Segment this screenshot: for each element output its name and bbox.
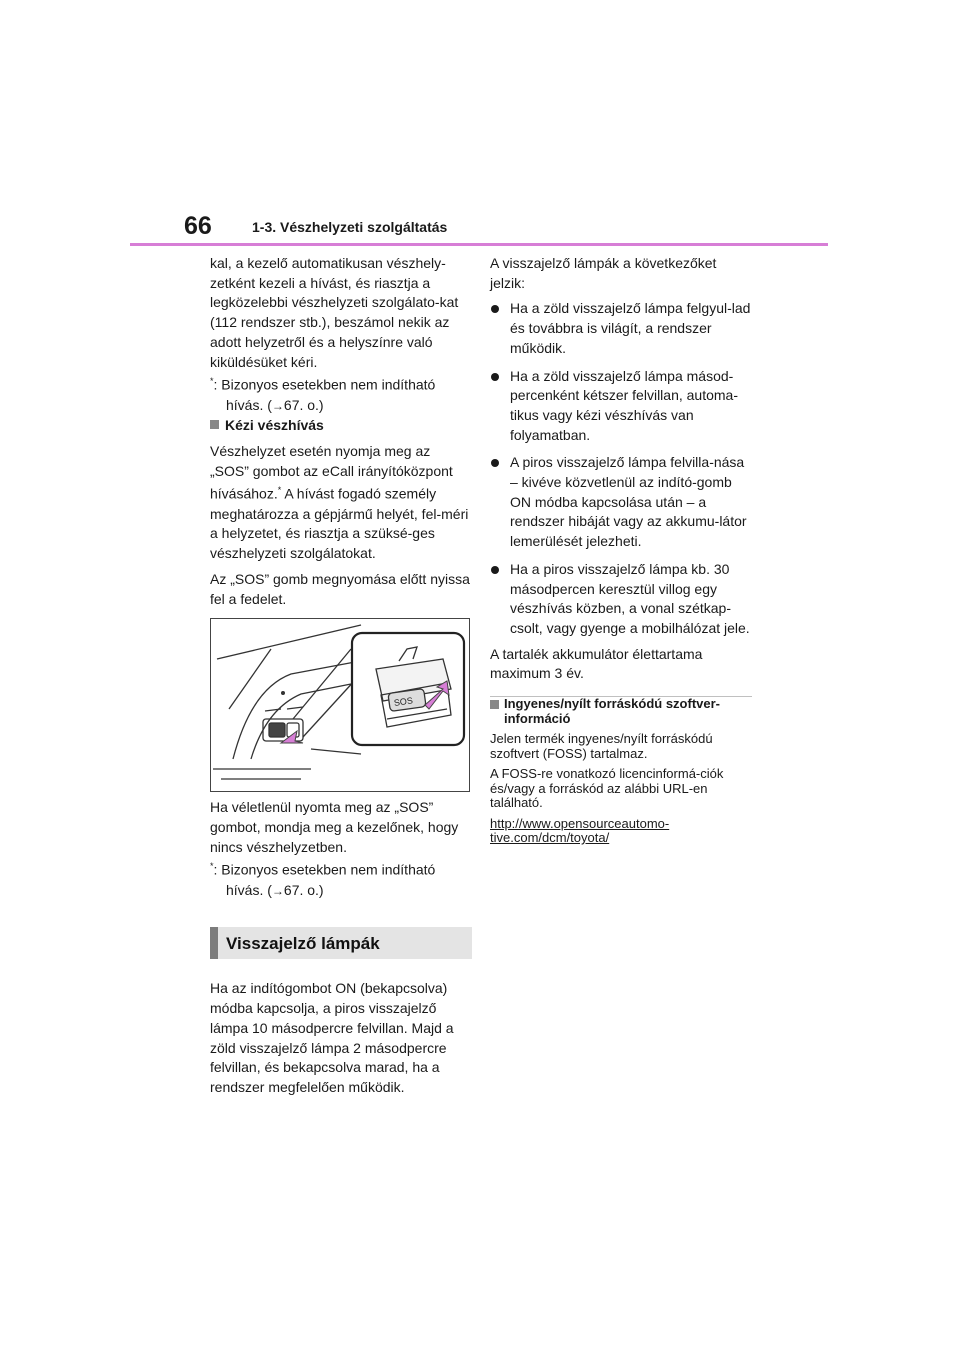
foss-heading-text: Ingyenes/nyílt forráskódú szoftver-információ [504,696,720,726]
footnote-text: : Bizonyos esetekben nem indítható hívás. ( [213,862,436,898]
list-item [490,367,752,446]
footnote-2 [210,857,472,901]
list-item [490,560,752,639]
foss-url-link[interactable]: http://www.opensourceautomo-tive.com/dcm/toyota/ [490,815,670,846]
indicator-intro: A visszajelző lámpák a következőket jelzik: [490,255,717,291]
footnote-page-ref: 67. o.) [283,881,324,898]
sos-button-illustration [210,618,470,792]
header-rule [130,243,828,246]
foss-paragraph-2: A FOSS-re vonatkozó licencinformá-ciók és/vagy a forráskód az alábbi URL-en található. [490,766,724,811]
list-item-text: Ha a piros visszajelző lámpa kb. 30 másodpercen keresztül villog egy vészhívás közben, a vonal szétkap-csolt, vagy gyenge a mobilhálózat jele. [510,560,750,636]
bullet-dot-icon [491,566,499,574]
foss-heading [490,697,752,726]
footnote-marker: * [210,376,214,387]
list-item [490,299,752,358]
sos-button-drawing [211,619,469,791]
lamps-section-heading: Visszajelző lámpák [210,927,472,959]
manual-call-paragraph [210,442,472,564]
square-bullet-icon [490,700,499,709]
footnote-marker: * [277,485,282,496]
foss-paragraph-1: Jelen termék ingyenes/nyílt forráskódú szoftvert (FOSS) tartalmaz. [490,731,713,761]
accidental-press-paragraph: Ha véletlenül nyomta meg az „SOS” gombot, mondja meg a kezelőnek, hogy nincs vészhelyzetben. [210,799,459,855]
footnote-text: : Bizonyos esetekben nem indítható hívás. ( [213,376,436,413]
bullet-dot-icon [491,305,499,313]
manual-call-heading-text: Kézi vészhívás [225,417,324,434]
bullet-dot-icon [491,459,499,467]
list-item-text: Ha a zöld visszajelző lámpa másod-percenként kétszer felvillan, automa-tikus vagy kézi vészhívás van folyamatban. [510,367,738,443]
battery-lifetime-paragraph: A tartalék akkumulátor élettartama maximum 3 év. [490,645,703,682]
reference-arrow-icon: → [271,883,284,898]
list-item [490,453,752,552]
page-number: 66 [184,212,212,240]
list-item-text: A piros visszajelző lámpa felvilla-nása – kivéve közvetlenül az indító-gomb ON módba kapcsolása után – a rendszer hibáját vagy az akkumu-látor lemerülését jelezheti. [510,454,747,550]
footnote-1 [210,372,472,416]
reference-arrow-icon: → [271,398,284,413]
manual-call-text-a: Vészhelyzet esetén nyomja meg az „SOS” gombot az eCall irányítóközpont hívásához. [210,442,453,503]
intro-paragraph: kal, a kezelő automatikusan vészhely-zetként kezeli a hívást, és riasztja a legközelebbi vészhelyzeti szolgálato-kat (112 rendszer stb.), beszámol nekik az adott helyzetről és a helyszínre való kiküldésüket kéri. [210,255,459,370]
right-column [490,254,752,846]
lamps-paragraph: Ha az indítógombot ON (bekapcsolva) módba kapcsolja, a piros visszajelző lámpa 10 másodpercre felvillan. Majd a zöld visszajelző lámpa 2 másodpercre felvillan, és bekapcsolva marad, ha a rendszer megfelelően működik. [210,980,454,1095]
section-title: 1-3. Vészhelyzeti szolgáltatás [252,219,448,235]
list-item-text: Ha a zöld visszajelző lámpa felgyul-lad és továbbra is világít, a rendszer működik. [510,300,751,356]
bullet-dot-icon [491,373,499,381]
square-bullet-icon [210,420,219,429]
open-cover-paragraph: Az „SOS” gomb megnyomása előtt nyissa fel a fedelet. [210,570,470,607]
footnote-marker: * [210,861,214,872]
left-column [210,254,472,1098]
footnote-page-ref: 67. o.) [283,396,324,413]
manual-call-text-b: A hívást fogadó személy meghatározza a gépjármű helyét, fel-méri a helyzetet, és riasztja a szüksé-ges vészhelyzeti szolgálatokat. [210,486,469,562]
manual-call-heading [210,416,472,436]
sos-label: SOS [393,695,414,709]
